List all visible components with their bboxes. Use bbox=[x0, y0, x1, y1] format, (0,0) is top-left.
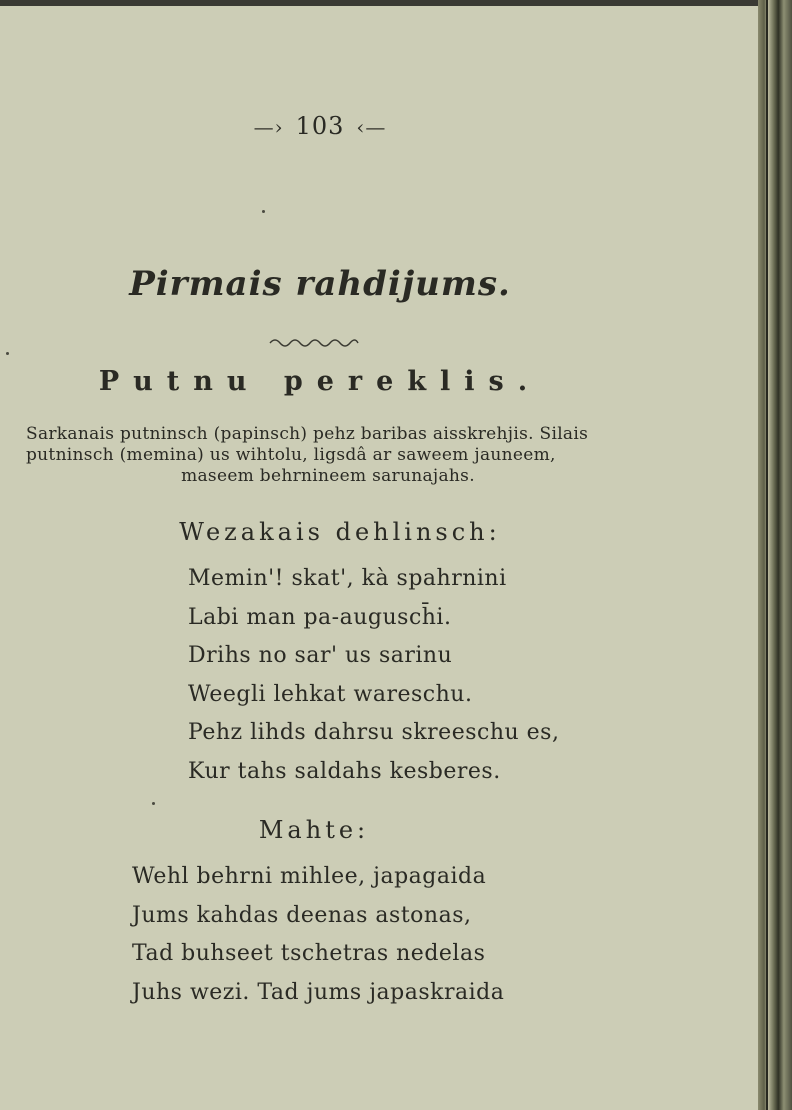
verse-line: Pehz lihds dahrsu skreeschu es, bbox=[188, 720, 560, 746]
verse-line: Weegli lehkat wareschu. bbox=[188, 681, 473, 707]
verse-line: Kur tahs saldahs kesberes. bbox=[188, 758, 501, 784]
stage-direction bbox=[26, 424, 630, 487]
decorative-squiggle-icon bbox=[268, 336, 360, 350]
verse-stanza bbox=[188, 560, 559, 792]
verse-line: Labi man pa-augusch̄i. bbox=[188, 604, 452, 630]
verse-line: Jums kahdas deenas astonas, bbox=[132, 902, 472, 928]
intro-line: putninsch (memina) us wihtolu, ligsdâ ar saweem jauneem, bbox=[26, 445, 556, 465]
ink-speck bbox=[6, 352, 9, 355]
verse-stanza bbox=[132, 858, 504, 1012]
intro-line: Sarkanais putninsch (papinsch) pehz baribas aisskrehjis. Silais bbox=[26, 424, 589, 444]
page-number-header bbox=[0, 112, 640, 140]
verse-line: Tad buhseet tschetras nedelas bbox=[132, 941, 486, 967]
speaker-label: Wezakais dehlinsch: bbox=[179, 518, 501, 546]
right-ornament-arrow-icon: ‹— bbox=[356, 115, 387, 139]
left-ornament-arrow-icon: —› bbox=[253, 115, 284, 139]
spine-crease bbox=[766, 0, 768, 1110]
ink-speck bbox=[152, 802, 155, 805]
verse-line: Memin'! skat', kà spahrnini bbox=[188, 566, 507, 591]
speaker-label: Mahte: bbox=[258, 816, 370, 844]
section-title: Pirmais rahdijums. bbox=[129, 264, 511, 304]
verse-line: Juhs wezi. Tad jums japaskraida bbox=[132, 979, 505, 1005]
scene-title: Putnu pereklis. bbox=[98, 366, 542, 397]
ink-speck bbox=[262, 210, 265, 213]
verse-line: Wehl behrni mihlee, japagaida bbox=[132, 864, 487, 889]
intro-line: maseem behrnineem sarunajahs. bbox=[181, 466, 475, 486]
book-spine bbox=[758, 0, 792, 1110]
verse-line: Drihs no sar' us sarinu bbox=[188, 643, 453, 669]
page-number: 103 bbox=[295, 112, 345, 140]
